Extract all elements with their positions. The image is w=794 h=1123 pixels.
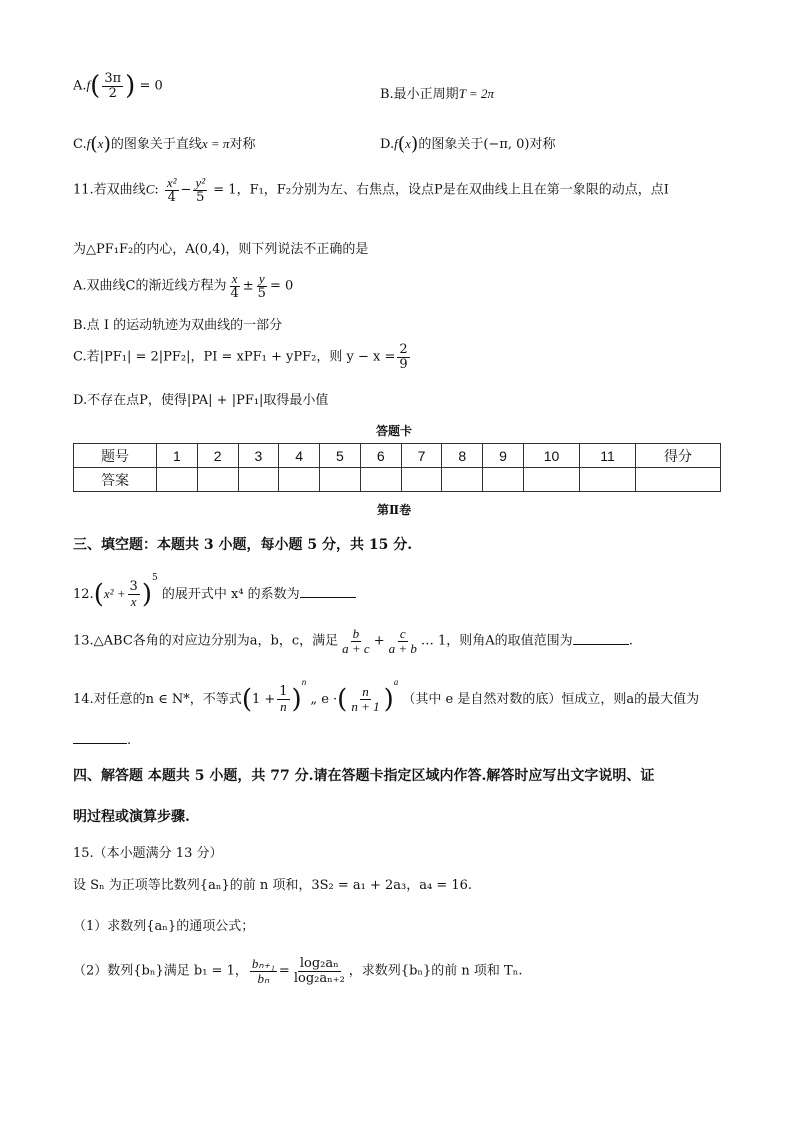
q10-option-d: D.f(x)的图象关于(−π, 0)对称 [380, 133, 556, 155]
answer-blank[interactable] [573, 644, 629, 645]
answer-cell[interactable] [524, 468, 580, 492]
q11-option-c: C.若|PF₁| = 2|PF₂|，PI = xPF₁ + yPF₂，则 y − x = $\frac{2}{9}$ [73, 342, 408, 372]
table-cell: 7 [401, 444, 442, 468]
q10-option-a: A.f( $\frac{3\pi}{2}$ ) = 0 [73, 71, 163, 102]
section4-heading-line1: 四、解答题 本题共 5 小题，共 77 分.请在答题卡指定区域内作答.解答时应写出文字说明、证 [73, 768, 655, 784]
section3-heading: 三、填空题：本题共 3 小题，每小题 5 分，共 15 分. [73, 537, 413, 553]
answer-cell[interactable] [442, 468, 483, 492]
answer-blank[interactable] [73, 743, 127, 744]
answer-cell[interactable] [197, 468, 238, 492]
answer-cell[interactable] [360, 468, 401, 492]
q15-part2: （2）数列{bₙ}满足 b₁ = 1， $\frac{\text{bₙ₊₁}}{\text{bₙ}}$ = $\frac{\text{log₂aₙ}}{\text{log₂aₙ₊₂}}$ ，求数列{bₙ}的前 n 项和 Tₙ. [73, 956, 523, 986]
q15-stem: 设 Sₙ 为正项等比数列{aₙ}的前 n 项和，3S₂ = a₁ + 2a₃，a₄ = 16. [73, 878, 473, 893]
q13: 13.△ABC各角的对应边分别为a，b，c，满足 $\frac{b}{a + c}$ + $\frac{c}{a + b}$ … 1，则角A的取值范围为 . [73, 626, 633, 656]
table-cell: 4 [279, 444, 320, 468]
table-cell: 9 [483, 444, 524, 468]
answer-cell[interactable] [636, 468, 721, 492]
answer-card-answer-row [74, 468, 721, 492]
answer-cell[interactable] [238, 468, 279, 492]
q11-option-b: B.点 I 的运动轨迹为双曲线的一部分 [73, 318, 283, 333]
table-cell: 8 [442, 444, 483, 468]
answer-cell[interactable] [320, 468, 361, 492]
q12: 12.(x² + $\frac{3}{x}$ )$^5$ 的展开式中 x⁴ 的系数为 [73, 573, 356, 609]
q10-option-b: B.最小正周期T = 2π [380, 86, 494, 102]
table-cell: 3 [238, 444, 279, 468]
table-cell: 11 [580, 444, 636, 468]
table-cell: 题号 [74, 444, 157, 468]
q11-option-a: A.双曲线C的渐近线方程为 $\frac{x}{4}$ ± $\frac{y}{5}$ = 0 [73, 271, 294, 301]
answer-blank[interactable] [300, 597, 356, 598]
q14: 14.对任意的n ∈ N*，不等式(1 + $\frac{1}{n}$ )$^n$ „ e ·( $\frac{n}{n + 1}$ )$^a$ （其中 e 是自然对数的底）恒成立，则a的最大值为 [73, 677, 700, 715]
table-cell: 6 [360, 444, 401, 468]
q11-stem-line2: 为△PF₁F₂的内心，A(0,4)，则下列说法不正确的是 [73, 242, 369, 257]
answer-card-table [73, 443, 721, 492]
section4-heading-line2: 明过程或演算步骤. [73, 809, 190, 825]
table-cell: 10 [524, 444, 580, 468]
part2-heading: 第Ⅱ卷 [377, 503, 412, 517]
table-cell: 5 [320, 444, 361, 468]
table-cell: 得分 [636, 444, 721, 468]
q11-option-d: D.不存在点P，使得|PA| + |PF₁|取得最小值 [73, 393, 329, 408]
answer-cell[interactable] [580, 468, 636, 492]
table-cell: 答案 [74, 468, 157, 492]
answer-cell[interactable] [483, 468, 524, 492]
q15-title: 15.（本小题满分 13 分） [73, 846, 223, 861]
answer-cell[interactable] [279, 468, 320, 492]
q15-part1: （1）求数列{aₙ}的通项公式； [73, 919, 255, 934]
answer-card-title: 答题卡 [376, 424, 413, 438]
q11-stem: 11.若双曲线C: $\frac{\text{x²}}{4}$ − $\frac{\text{y²}}{5}$ = 1，F₁，F₂分别为左、右焦点，设点P是在双曲线上且在第一象限的动点，点I [73, 175, 669, 205]
q10-option-c: C.f(x)的图象关于直线x = π对称 [73, 133, 256, 155]
q14-answer-blank-line: . [73, 733, 131, 748]
table-cell: 1 [157, 444, 198, 468]
answer-card-header-row [74, 444, 721, 468]
answer-cell[interactable] [157, 468, 198, 492]
answer-cell[interactable] [401, 468, 442, 492]
table-cell: 2 [197, 444, 238, 468]
